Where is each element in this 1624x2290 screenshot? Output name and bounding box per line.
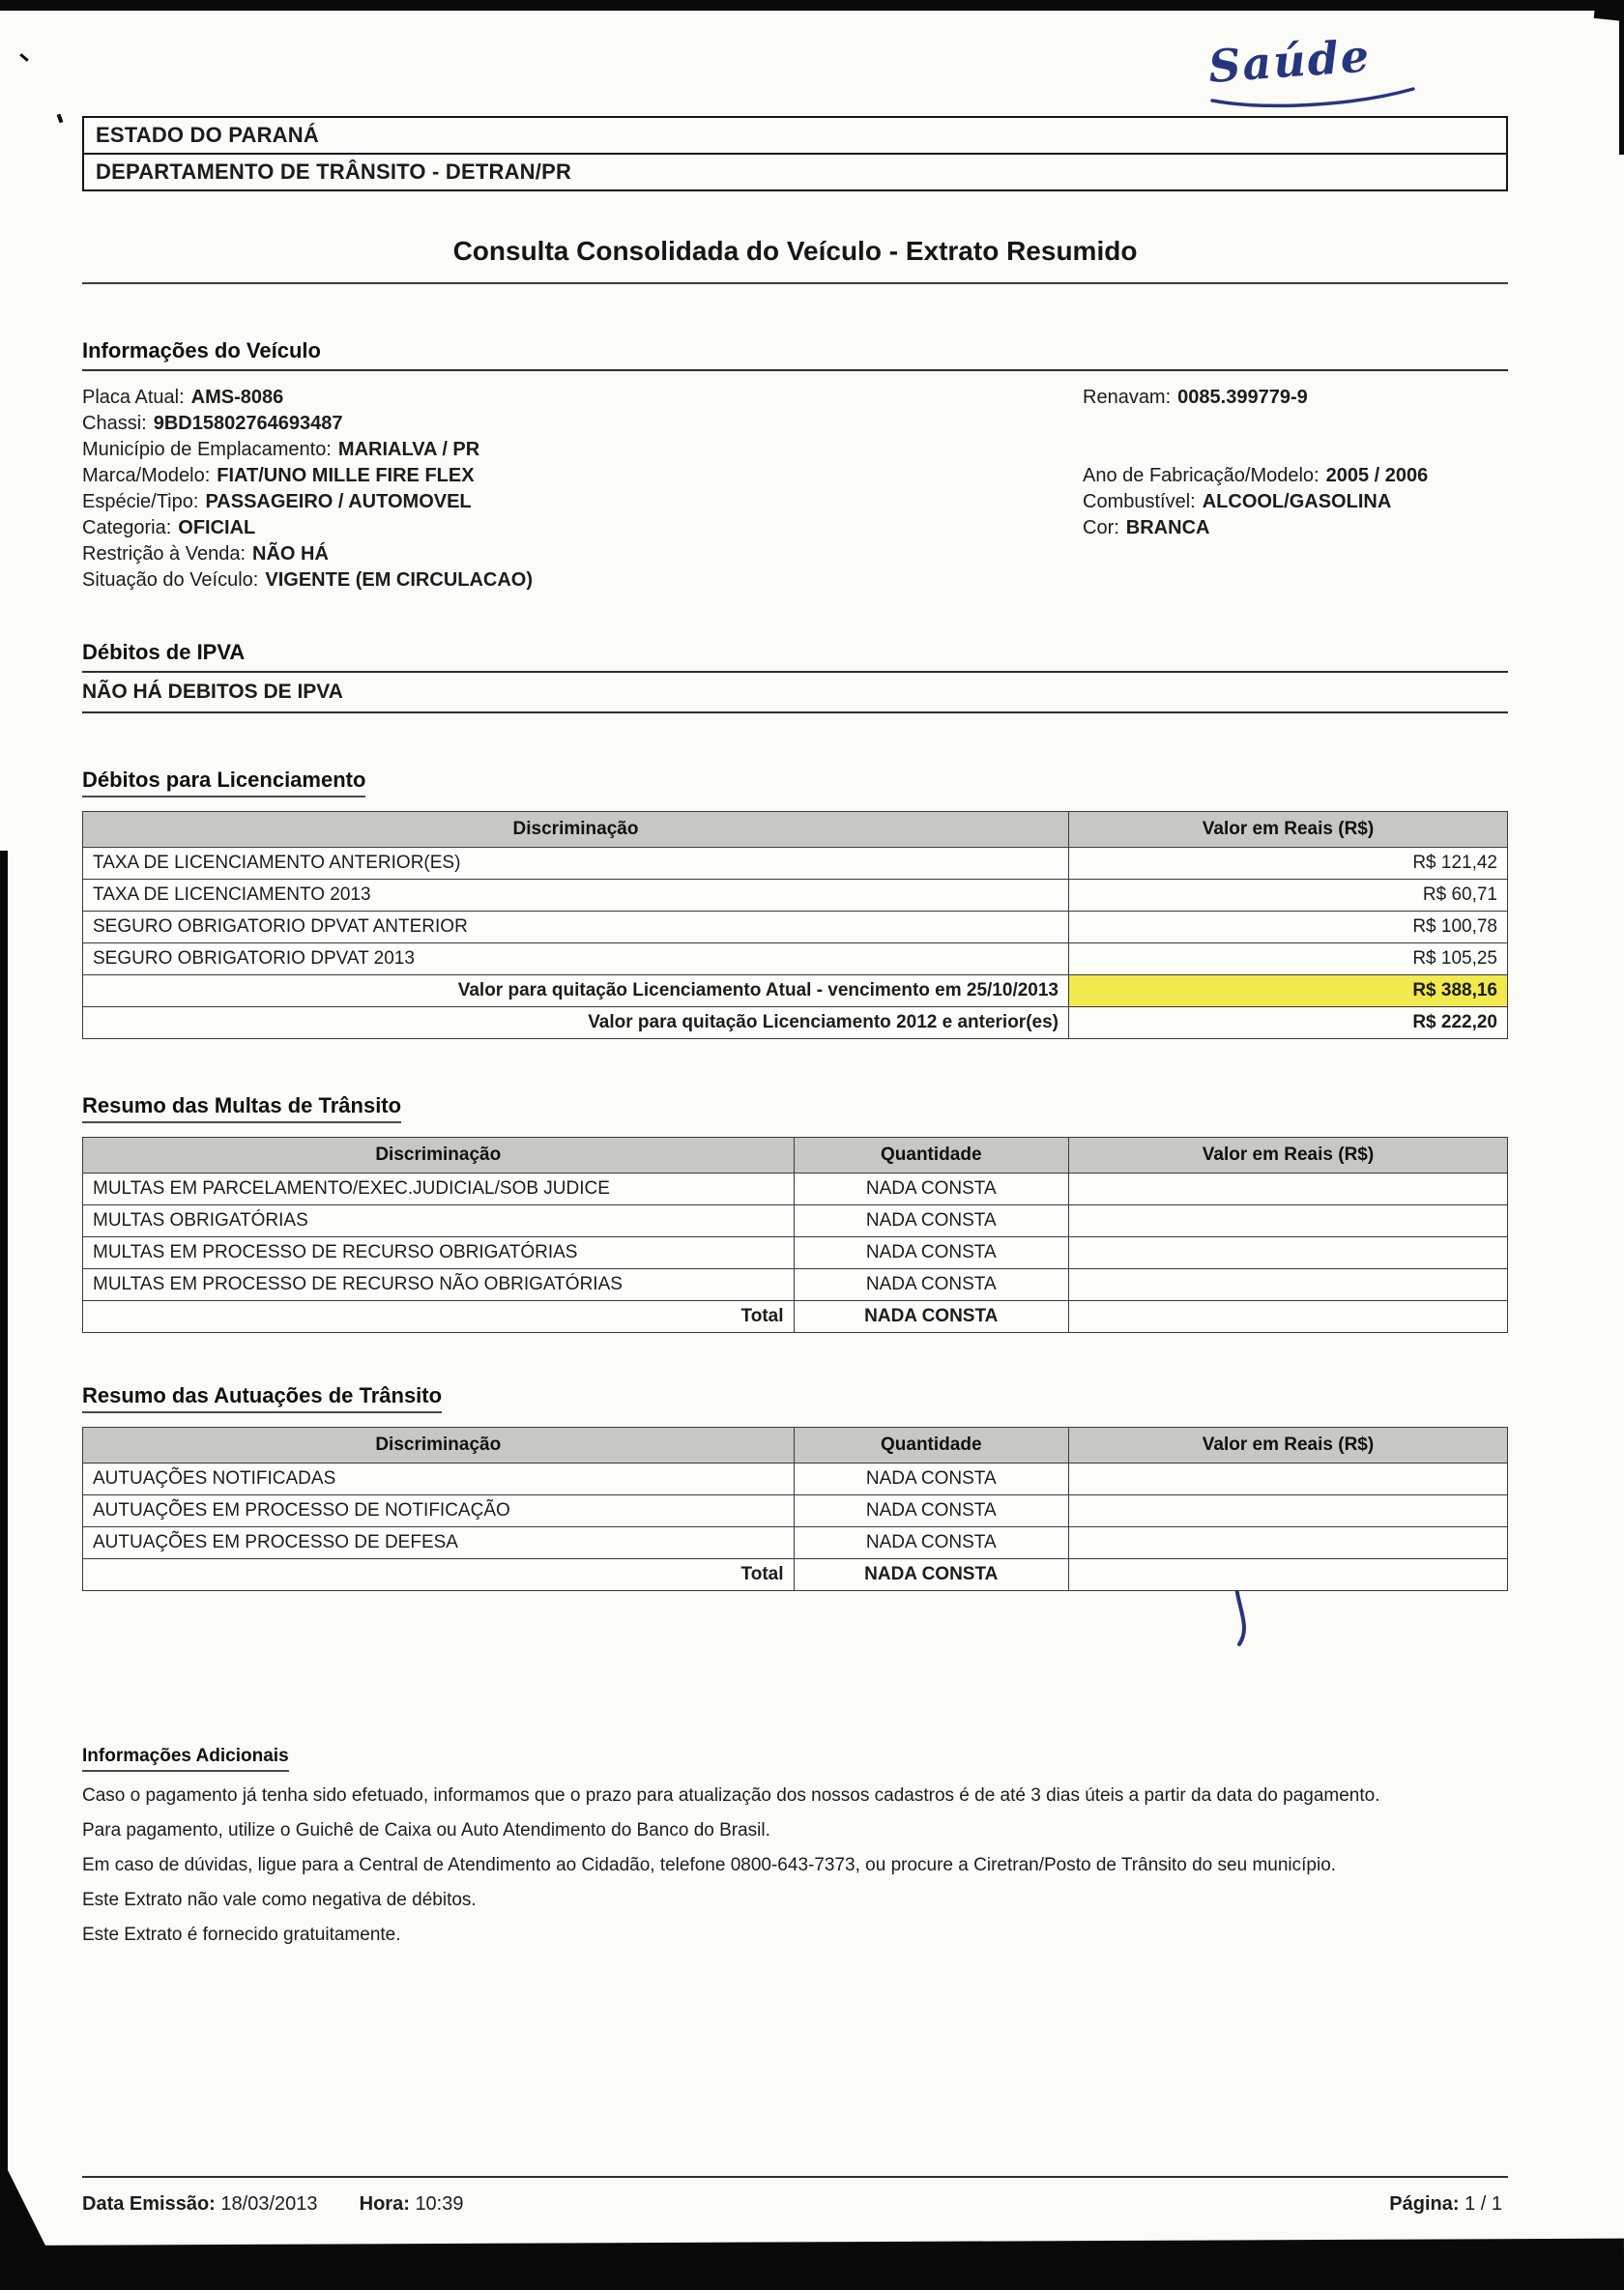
infraction-description: AUTUAÇÕES NOTIFICADAS xyxy=(83,1464,795,1495)
field-value: MARIALVA / PR xyxy=(337,439,480,460)
vehicle-info-line xyxy=(82,567,1508,594)
licenciamento-highlight-cell: R$ 388,16 xyxy=(1069,975,1508,1007)
additional-info-line: Caso o pagamento já tenha sido efetuado, informamos que o prazo para atualização dos nossos cadastros é de até 3 dias úteis a partir da data do pagamento. xyxy=(82,1785,1380,1806)
page-number-label: Página: xyxy=(1389,2193,1460,2215)
scan-artifact-speck xyxy=(19,53,29,62)
fine-description: MULTAS EM PARCELAMENTO/EXEC.JUDICIAL/SOB JUDICE xyxy=(83,1174,795,1205)
total-value xyxy=(1069,1301,1508,1333)
section-heading-adicionais-wrap xyxy=(82,1746,1508,1772)
field-value: FIAT/UNO MILLE FIRE FLEX xyxy=(217,465,475,486)
vehicle-info-block xyxy=(82,385,1508,594)
debit-value: R$ 105,25 xyxy=(1069,943,1508,975)
column-header-discriminacao: Discriminação xyxy=(83,1428,795,1464)
table-row xyxy=(83,1205,1508,1237)
field-label: Restrição à Venda: xyxy=(82,543,246,565)
section-heading-adicionais: Informações Adicionais xyxy=(82,1746,289,1772)
vehicle-info-line xyxy=(82,541,1508,567)
table-row xyxy=(83,848,1508,880)
debit-description: TAXA DE LICENCIAMENTO ANTERIOR(ES) xyxy=(83,848,1069,880)
total-row xyxy=(83,1559,1508,1591)
table-row xyxy=(83,1269,1508,1301)
fine-description: MULTAS OBRIGATÓRIAS xyxy=(83,1205,795,1237)
table-row xyxy=(83,880,1508,912)
table-row xyxy=(83,1495,1508,1527)
section-heading-autuacoes-wrap xyxy=(82,1383,1508,1413)
table-row xyxy=(83,943,1508,975)
title-divider xyxy=(82,282,1508,284)
emission-date-label: Data Emissão: xyxy=(82,2193,216,2215)
column-header-quantidade: Quantidade xyxy=(794,1138,1068,1174)
field-value: 9BD15802764693487 xyxy=(153,413,343,434)
field-label: Marca/Modelo: xyxy=(82,465,211,486)
additional-info-block xyxy=(82,1785,1508,1946)
section-heading-autuacoes: Resumo das Autuações de Trânsito xyxy=(82,1383,442,1413)
total-value: R$ 222,20 xyxy=(1069,1007,1508,1039)
emission-datetime xyxy=(82,2193,470,2216)
total-label: Total xyxy=(83,1559,795,1591)
table-row xyxy=(83,1174,1508,1205)
section-heading-ipva: Débitos de IPVA xyxy=(82,640,1508,673)
field-label: Cor: xyxy=(1083,517,1119,538)
emission-time-label: Hora: xyxy=(359,2193,410,2215)
scan-artifact-speck xyxy=(57,114,64,124)
infraction-quantity: NADA CONSTA xyxy=(794,1495,1068,1527)
total-label: Valor para quitação Licenciamento 2012 e anterior(es) xyxy=(83,1007,1069,1039)
vehicle-info-line xyxy=(1083,489,1428,515)
vehicle-info-line xyxy=(1083,463,1428,489)
fine-description: MULTAS EM PROCESSO DE RECURSO OBRIGATÓRIAS xyxy=(83,1237,795,1269)
total-quantity: NADA CONSTA xyxy=(794,1301,1068,1333)
infraction-quantity: NADA CONSTA xyxy=(794,1464,1068,1495)
table-header-row xyxy=(83,1138,1508,1174)
table-header-row xyxy=(83,812,1508,848)
agency-department-name: DEPARTAMENTO DE TRÂNSITO - DETRAN/PR xyxy=(96,159,572,184)
total-quantity: NADA CONSTA xyxy=(794,1559,1068,1591)
scan-artifact-left-strip xyxy=(0,851,8,2290)
autuacoes-table xyxy=(82,1427,1508,1591)
field-label: Espécie/Tipo: xyxy=(82,491,199,512)
table-row xyxy=(83,1527,1508,1559)
field-label: Situação do Veículo: xyxy=(82,569,259,591)
section-heading-multas-wrap xyxy=(82,1093,1508,1123)
additional-info-line: Em caso de dúvidas, ligue para a Central de Atendimento ao Cidadão, telefone 0800-643-7373, ou procure a Ciretran/Posto de Trânsito do seu município. xyxy=(82,1855,1337,1875)
fine-value xyxy=(1069,1205,1508,1237)
field-value: NÃO HÁ xyxy=(252,543,329,565)
handwriting-saude: Saúde xyxy=(1206,29,1373,93)
table-row xyxy=(83,912,1508,943)
column-header-quantidade: Quantidade xyxy=(794,1428,1068,1464)
additional-info-line: Para pagamento, utilize o Guichê de Caixa ou Auto Atendimento do Banco do Brasil. xyxy=(82,1820,770,1841)
table-row xyxy=(83,1237,1508,1269)
debit-value: R$ 100,78 xyxy=(1069,912,1508,943)
debit-description: SEGURO OBRIGATORIO DPVAT ANTERIOR xyxy=(83,912,1069,943)
field-label: Chassi: xyxy=(82,413,147,434)
scan-artifact-right-strip xyxy=(1619,0,1624,155)
additional-info-line: Este Extrato não vale como negativa de débitos. xyxy=(82,1890,477,1910)
field-value: 2005 / 2006 xyxy=(1325,465,1429,486)
fine-value xyxy=(1069,1237,1508,1269)
debit-value: R$ 121,42 xyxy=(1069,848,1508,880)
page-number-value: 1 / 1 xyxy=(1464,2193,1502,2215)
field-label: Categoria: xyxy=(82,517,172,538)
field-value: ALCOOL/GASOLINA xyxy=(1202,491,1392,512)
fine-quantity: NADA CONSTA xyxy=(794,1205,1068,1237)
infraction-value xyxy=(1069,1464,1508,1495)
column-header-valor: Valor em Reais (R$) xyxy=(1069,1138,1508,1174)
fine-value xyxy=(1069,1269,1508,1301)
field-value: OFICIAL xyxy=(178,517,256,538)
additional-info-line: Este Extrato é fornecido gratuitamente. xyxy=(82,1925,401,1945)
vehicle-info-right-column xyxy=(1083,385,1428,541)
multas-table xyxy=(82,1137,1508,1333)
total-label: Valor para quitação Licenciamento Atual - vencimento em 25/10/2013 xyxy=(83,975,1069,1007)
section-heading-multas: Resumo das Multas de Trânsito xyxy=(82,1093,401,1123)
total-value xyxy=(1069,1559,1508,1591)
ipva-status-text: NÃO HÁ DEBITOS DE IPVA xyxy=(82,681,1508,713)
multas-table-wrap xyxy=(82,1137,1508,1333)
fine-quantity: NADA CONSTA xyxy=(794,1269,1068,1301)
column-header-valor: Valor em Reais (R$) xyxy=(1069,812,1508,848)
total-label: Total xyxy=(83,1301,795,1333)
column-header-discriminacao: Discriminação xyxy=(83,1138,795,1174)
autuacoes-table-wrap xyxy=(82,1427,1508,1591)
section-heading-licenciamento: Débitos para Licenciamento xyxy=(82,768,365,797)
section-heading-vehicle-info: Informações do Veículo xyxy=(82,338,1508,371)
vehicle-info-line xyxy=(1083,385,1428,411)
document-content xyxy=(82,0,1508,2216)
infraction-description: AUTUAÇÕES EM PROCESSO DE NOTIFICAÇÃO xyxy=(83,1495,795,1527)
column-header-discriminacao: Discriminação xyxy=(83,812,1069,848)
total-row xyxy=(83,1301,1508,1333)
field-label: Ano de Fabricação/Modelo: xyxy=(1083,465,1320,486)
infraction-value xyxy=(1069,1495,1508,1527)
page-title: Consulta Consolidada do Veículo - Extrato Resumido xyxy=(452,236,1138,266)
fine-description: MULTAS EM PROCESSO DE RECURSO NÃO OBRIGATÓRIAS xyxy=(83,1269,795,1301)
infraction-quantity: NADA CONSTA xyxy=(794,1527,1068,1559)
agency-state-name: ESTADO DO PARANÁ xyxy=(84,118,1506,155)
field-label: Município de Emplacamento: xyxy=(82,439,332,460)
field-label: Renavam: xyxy=(1083,387,1172,408)
infraction-value xyxy=(1069,1527,1508,1559)
field-value: VIGENTE (EM CIRCULACAO) xyxy=(265,569,534,591)
field-value: AMS-8086 xyxy=(190,387,284,408)
document-footer xyxy=(82,2176,1508,2216)
page-number xyxy=(1389,2193,1508,2216)
field-label: Combustível: xyxy=(1083,491,1196,512)
field-label: Placa Atual: xyxy=(82,387,185,408)
debit-value: R$ 60,71 xyxy=(1069,880,1508,912)
table-header-row xyxy=(83,1428,1508,1464)
emission-time-value: 10:39 xyxy=(415,2193,464,2215)
total-row xyxy=(83,1007,1508,1039)
field-value: PASSAGEIRO / AUTOMOVEL xyxy=(205,491,472,512)
agency-header-box xyxy=(82,116,1508,191)
table-row xyxy=(83,1464,1508,1495)
field-value: BRANCA xyxy=(1125,517,1210,538)
debit-description: TAXA DE LICENCIAMENTO 2013 xyxy=(83,880,1069,912)
total-row xyxy=(83,975,1508,1007)
vehicle-info-line xyxy=(1083,515,1428,541)
emission-date-value: 18/03/2013 xyxy=(220,2193,318,2215)
fine-quantity: NADA CONSTA xyxy=(794,1237,1068,1269)
infraction-description: AUTUAÇÕES EM PROCESSO DE DEFESA xyxy=(83,1527,795,1559)
column-header-valor: Valor em Reais (R$) xyxy=(1069,1428,1508,1464)
scan-artifact-bottom-left-wedge xyxy=(0,2155,53,2261)
fine-value xyxy=(1069,1174,1508,1205)
field-value: 0085.399779-9 xyxy=(1177,387,1308,408)
licenciamento-table-wrap xyxy=(82,811,1508,1039)
fine-quantity: NADA CONSTA xyxy=(794,1174,1068,1205)
debit-description: SEGURO OBRIGATORIO DPVAT 2013 xyxy=(83,943,1069,975)
licenciamento-table xyxy=(82,811,1508,1039)
section-heading-licenciamento-wrap xyxy=(82,768,1508,797)
